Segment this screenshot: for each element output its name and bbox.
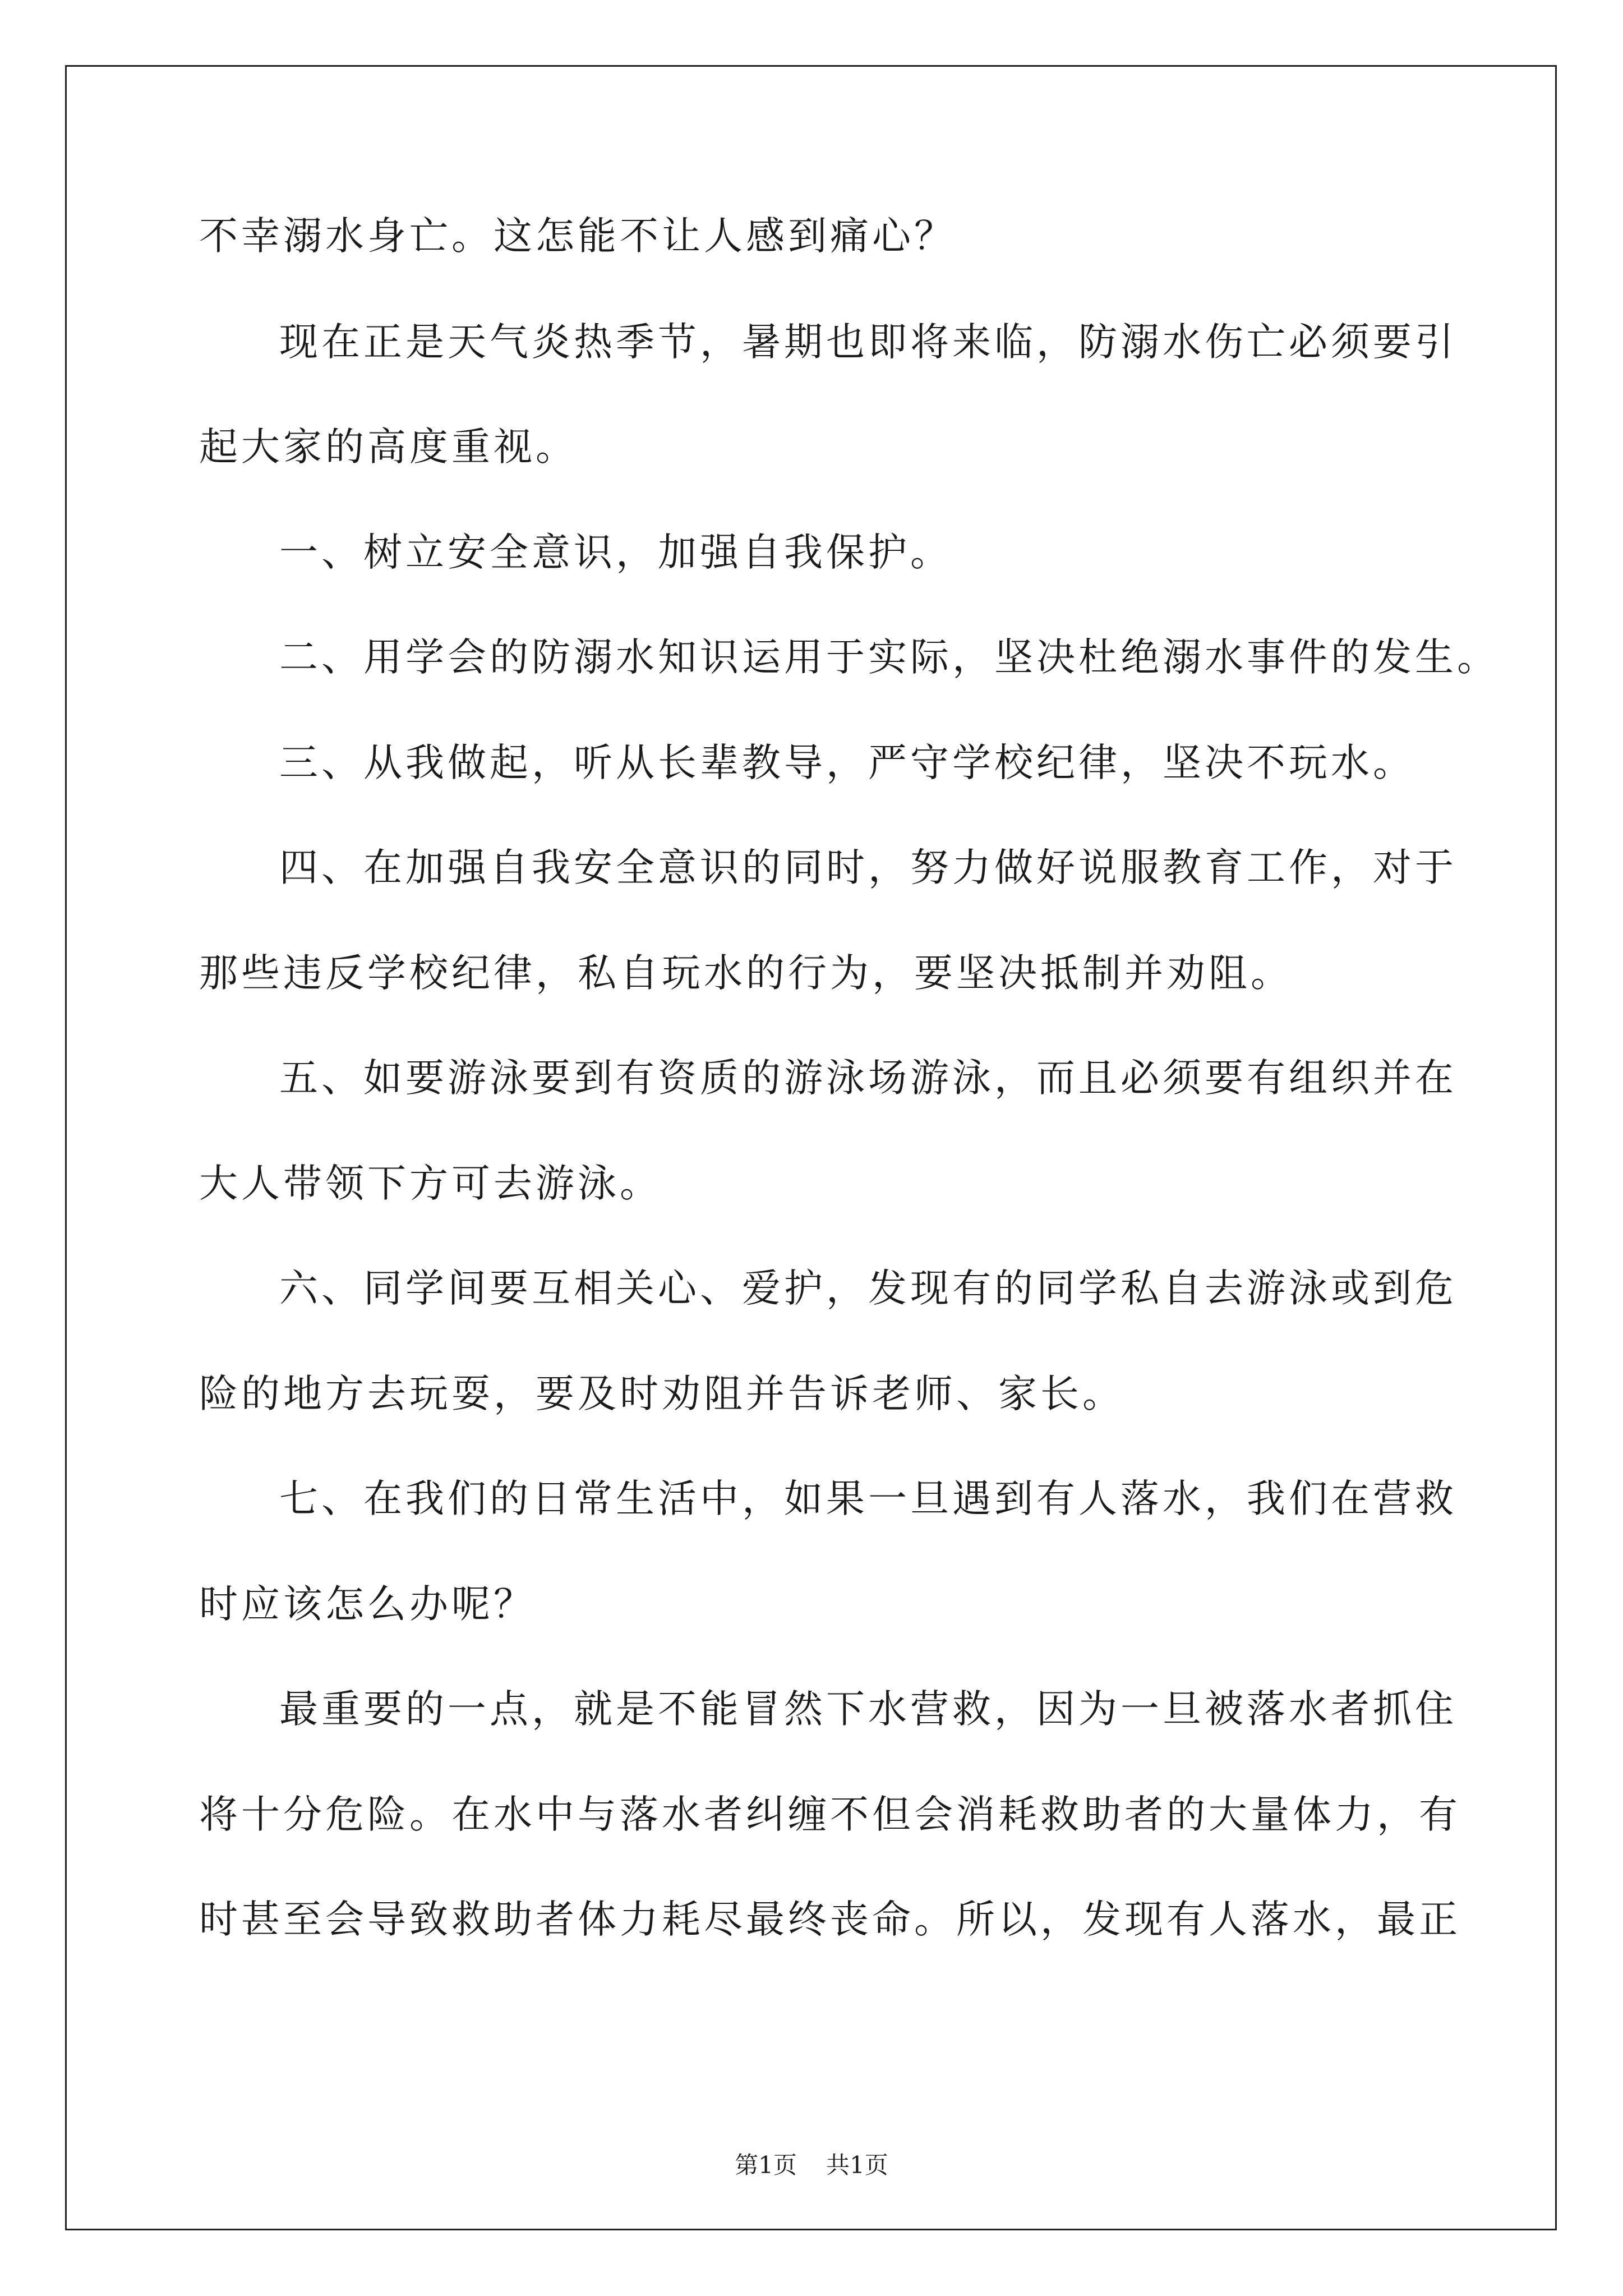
text-line: 三、从我做起，听从长辈教导，严守学校纪律，坚决不玩水。 bbox=[279, 740, 1415, 785]
text-line: 最重要的一点，就是不能冒然下水营救，因为一旦被落水者抓住 bbox=[279, 1687, 1457, 1732]
text-line: 险的地方去玩耍，要及时劝阻并告诉老师、家长。 bbox=[199, 1372, 1124, 1416]
text-line: 一、树立安全意识，加强自我保护。 bbox=[279, 530, 952, 575]
text-line: 四、在加强自我安全意识的同时，努力做好说服教育工作，对于 bbox=[279, 845, 1457, 890]
text-line: 时应该怎么办呢？ bbox=[199, 1582, 536, 1627]
text-line: 那些违反学校纪律，私自玩水的行为，要坚决抵制并劝阻。 bbox=[199, 951, 1293, 996]
text-line: 大人带领下方可去游泳。 bbox=[199, 1161, 662, 1206]
page-footer bbox=[0, 2150, 1623, 2181]
text-line: 六、同学间要互相关心、爱护，发现有的同学私自去游泳或到危 bbox=[279, 1266, 1457, 1311]
text-line: 七、在我们的日常生活中，如果一旦遇到有人落水，我们在营救 bbox=[279, 1476, 1457, 1521]
text-line: 将十分危险。在水中与落水者纠缠不但会消耗救助者的大量体力，有 bbox=[199, 1792, 1461, 1837]
text-line: 不幸溺水身亡。这怎能不让人感到痛心？ bbox=[199, 214, 956, 259]
text-line: 时甚至会导致救助者体力耗尽最终丧命。所以，发现有人落水，最正 bbox=[199, 1897, 1461, 1942]
text-line: 现在正是天气炎热季节，暑期也即将来临，防溺水伤亡必须要引 bbox=[279, 320, 1457, 365]
text-line: 五、如要游泳要到有资质的游泳场游泳，而且必须要有组织并在 bbox=[279, 1056, 1457, 1101]
text-line: 起大家的高度重视。 bbox=[199, 425, 578, 470]
page-number: 第1页 bbox=[735, 2151, 797, 2179]
text-line: 二、用学会的防溺水知识运用于实际，坚决杜绝溺水事件的发生。 bbox=[279, 635, 1499, 680]
page-total: 共1页 bbox=[826, 2151, 888, 2179]
